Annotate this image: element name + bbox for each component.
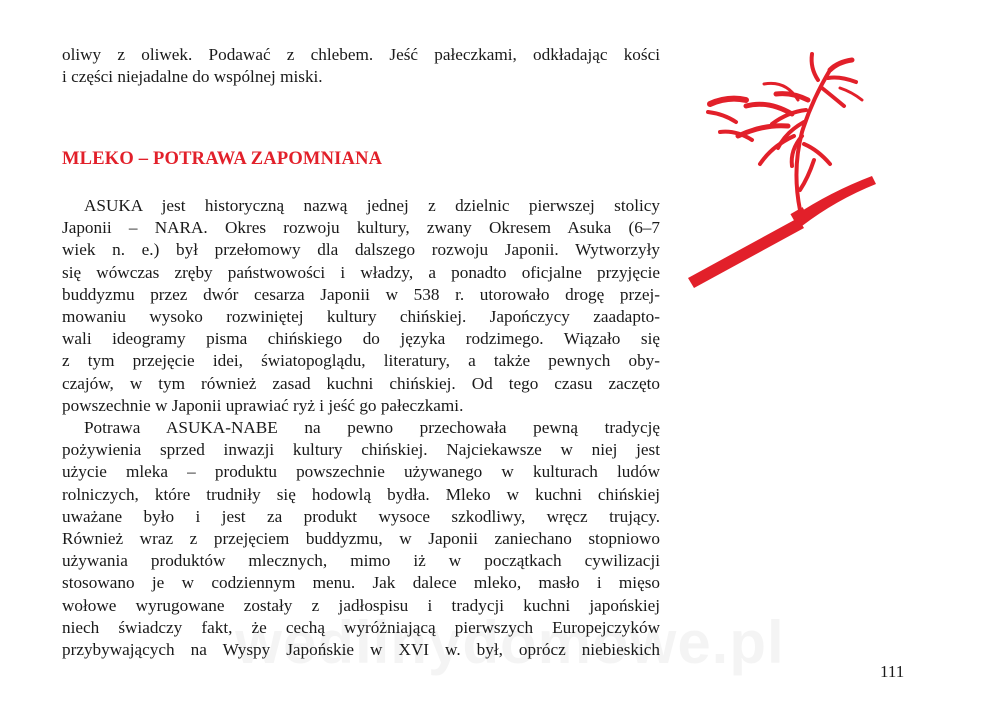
- text-line: się wówczas zręby państwowości i władzy, a ponadto oficjalne przyjęcie: [62, 262, 660, 282]
- text-line: buddyzmu przez dwór cesarza Japonii w 538 r. utorowało drogę przej-: [62, 284, 660, 304]
- text-line: czajów, w tym również zasad kuchni chińskiej. Od tego czasu zaczęto: [62, 373, 660, 393]
- text-line: Również wraz z przejęciem buddyzmu, w Japonii zaniechano stopniowo: [62, 529, 660, 549]
- section-heading: MLEKO – POTRAWA ZAPOMNIANA: [62, 149, 383, 169]
- text-line: używania produktów mlecznych, mimo iż w początkach cywilizacji: [62, 551, 660, 571]
- text-line: wali ideogramy pisma chińskiego do języka rodzimego. Wiązało się: [62, 329, 660, 349]
- text-line: pożywienia sprzed inwazji kultury chińskiej. Najciekawsze w niej jest: [62, 440, 660, 460]
- text-line: mowaniu wysoko rozwiniętej kultury chińskiej. Japończycy zaadapto-: [62, 307, 660, 327]
- bamboo-icon: [680, 40, 900, 290]
- text-line: wiek n. e.) był przełomowy dla dalszego rozwoju Japonii. Wytworzyły: [62, 240, 660, 260]
- watermark: [190, 608, 830, 677]
- text-line: powszechnie w Japonii uprawiać ryż i jeść go pałeczkami.: [62, 395, 464, 415]
- text-line: z tym przejęcie idei, światopoglądu, literatury, a także pewnych oby-: [62, 351, 660, 371]
- text-line: i części niejadalne do wspólnej miski.: [62, 67, 323, 87]
- page-number: 111: [880, 662, 905, 681]
- text-line: przybywających na Wyspy Japońskie w XVI w. był, oprócz niebieskich: [62, 640, 660, 660]
- text-line: użycie mleka – produktu powszechnie używanego w kulturach ludów: [62, 462, 660, 482]
- text-line: uważane było i jest za produkt wysoce szkodliwy, wręcz trujący.: [62, 506, 660, 526]
- text-line: Japonii – NARA. Okres rozwoju kultury, zwany Okresem Asuka (6–7: [62, 218, 660, 238]
- text-line: rolniczych, które trudniły się hodowlą bydła. Mleko w kuchni chińskiej: [62, 484, 660, 504]
- body-text: [62, 195, 660, 661]
- text-line: stosowano je w codziennym menu. Jak dalece mleko, masło i mięso: [62, 573, 660, 593]
- text-line: ASUKA jest historyczną nazwą jednej z dzielnic pierwszej stolicy: [84, 196, 660, 215]
- text-line: wołowe wyrugowane zostały z jadłospisu i tradycji kuchni japońskiej: [62, 595, 660, 615]
- text-line: niech świadczy fakt, że cechą wyróżniającą pierwszych Europejczyków: [62, 617, 660, 637]
- intro-paragraph: [62, 44, 660, 88]
- text-line: oliwy z oliwek. Podawać z chlebem. Jeść pałeczkami, odkładając kości: [62, 45, 660, 64]
- text-line: Potrawa ASUKA-NABE na pewno przechowała pewną tradycję: [84, 418, 660, 438]
